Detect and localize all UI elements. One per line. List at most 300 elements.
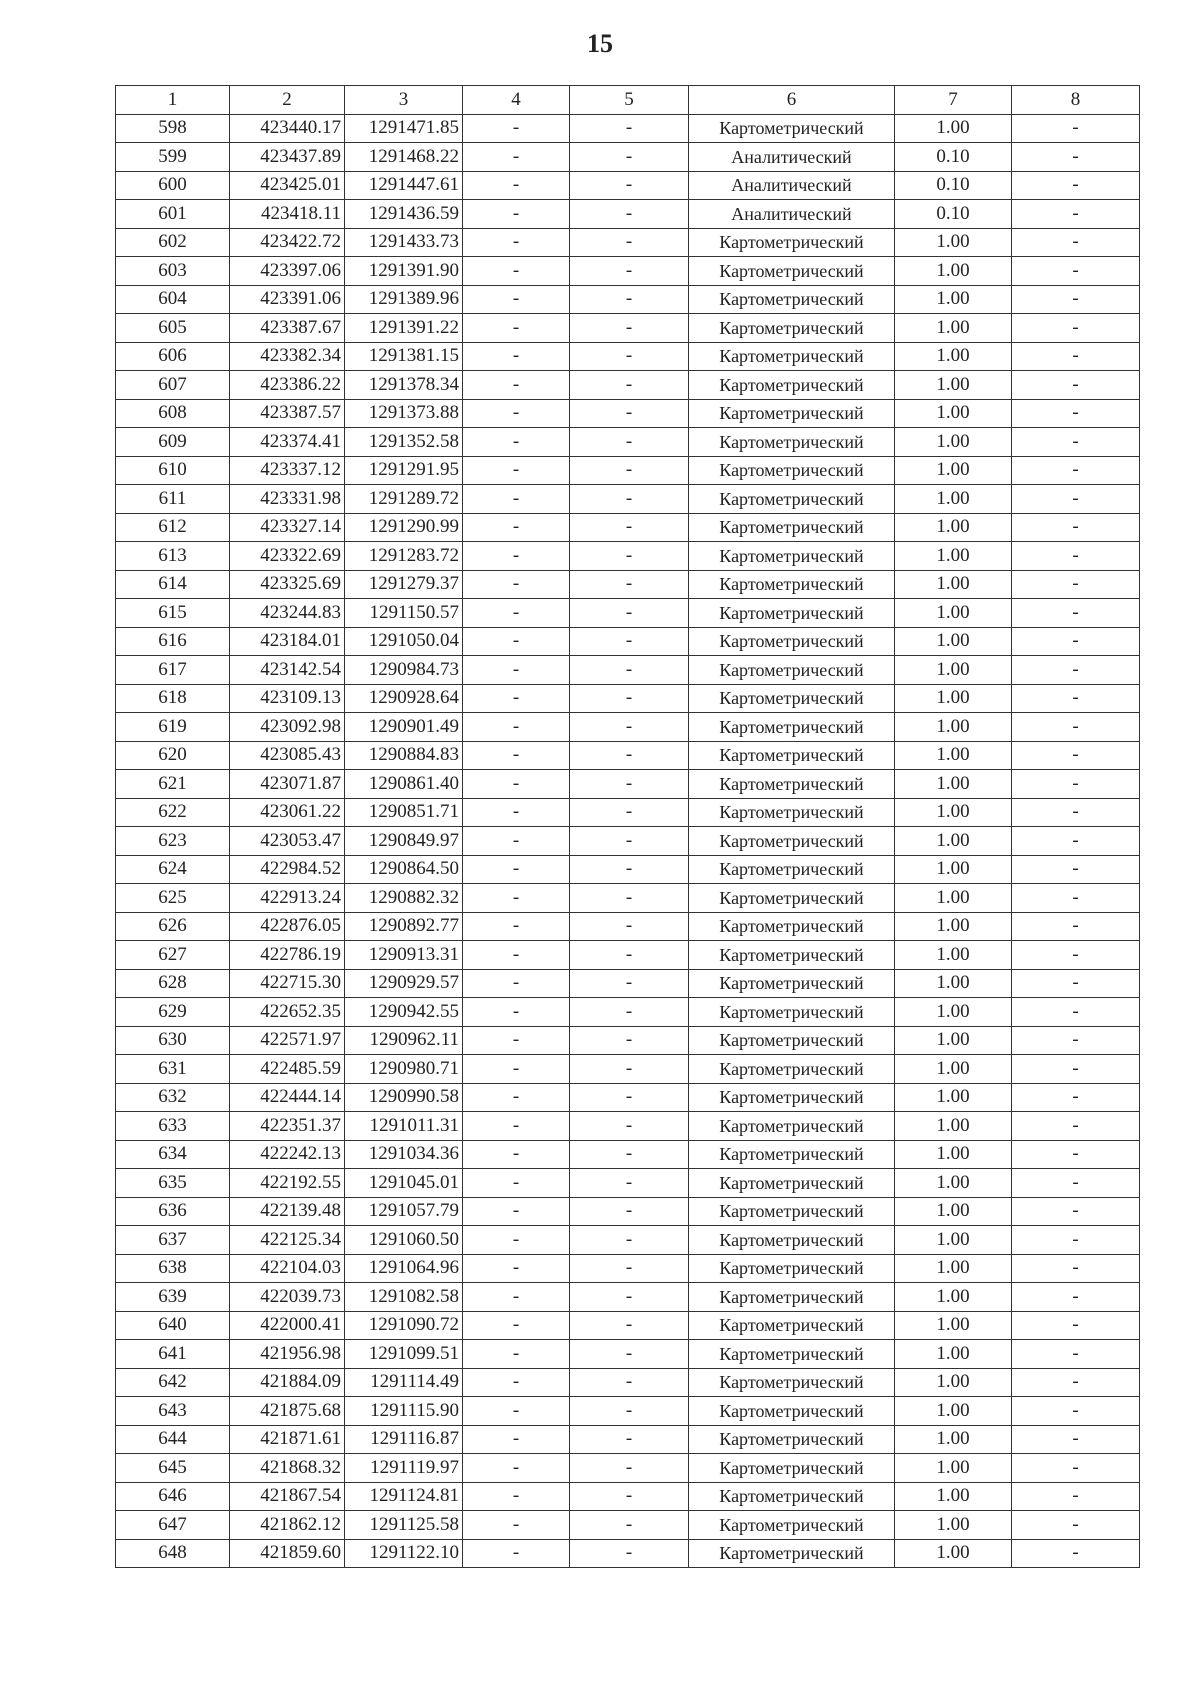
col-8-cell: - — [1012, 428, 1140, 457]
coord-x-cell: 421859.60 — [230, 1539, 345, 1568]
coord-x-cell: 421871.61 — [230, 1425, 345, 1454]
col-5-cell: - — [570, 1397, 689, 1426]
accuracy-cell: 1.00 — [895, 969, 1012, 998]
col-8-cell: - — [1012, 1026, 1140, 1055]
col-8-cell: - — [1012, 1226, 1140, 1255]
table-row — [116, 941, 1140, 970]
coord-x-cell: 423085.43 — [230, 741, 345, 770]
col-8-cell: - — [1012, 1425, 1140, 1454]
col-4-cell: - — [463, 969, 570, 998]
coord-x-cell: 422139.48 — [230, 1197, 345, 1226]
coord-x-cell: 423387.67 — [230, 314, 345, 343]
col-4-cell: - — [463, 542, 570, 571]
col-8-cell: - — [1012, 1511, 1140, 1540]
coord-y-cell: 1290901.49 — [345, 713, 463, 742]
table-row — [116, 741, 1140, 770]
table-row — [116, 627, 1140, 656]
col-5-cell: - — [570, 371, 689, 400]
accuracy-cell: 1.00 — [895, 1311, 1012, 1340]
point-number-cell: 621 — [116, 770, 230, 799]
table-row — [116, 1482, 1140, 1511]
col-5-cell: - — [570, 1055, 689, 1084]
col-8-cell: - — [1012, 513, 1140, 542]
col-4-cell: - — [463, 684, 570, 713]
accuracy-cell: 1.00 — [895, 1254, 1012, 1283]
col-8-cell: - — [1012, 114, 1140, 143]
coord-y-cell: 1291034.36 — [345, 1140, 463, 1169]
page-number: 15 — [587, 29, 613, 58]
col-5-cell: - — [570, 285, 689, 314]
col-4-cell: - — [463, 1197, 570, 1226]
coord-x-cell: 423386.22 — [230, 371, 345, 400]
method-cell: Картометрический — [689, 1425, 895, 1454]
col-8-cell: - — [1012, 656, 1140, 685]
coord-y-cell: 1291119.97 — [345, 1454, 463, 1483]
method-cell: Картометрический — [689, 1226, 895, 1255]
accuracy-cell: 1.00 — [895, 228, 1012, 257]
point-number-cell: 613 — [116, 542, 230, 571]
coord-x-cell: 423142.54 — [230, 656, 345, 685]
col-5-cell: - — [570, 684, 689, 713]
col-4-cell: - — [463, 855, 570, 884]
col-8-cell: - — [1012, 456, 1140, 485]
col-4-cell: - — [463, 1169, 570, 1198]
method-cell: Картометрический — [689, 1539, 895, 1568]
col-4-cell: - — [463, 1283, 570, 1312]
col-5-cell: - — [570, 428, 689, 457]
col-5-cell: - — [570, 713, 689, 742]
table-row — [116, 428, 1140, 457]
col-4-cell: - — [463, 656, 570, 685]
col-4-cell: - — [463, 513, 570, 542]
coord-y-cell: 1290962.11 — [345, 1026, 463, 1055]
point-number-cell: 615 — [116, 599, 230, 628]
col-8-cell: - — [1012, 1539, 1140, 1568]
method-cell: Аналитический — [689, 171, 895, 200]
accuracy-cell: 1.00 — [895, 1340, 1012, 1369]
col-4-cell: - — [463, 428, 570, 457]
coord-y-cell: 1291436.59 — [345, 200, 463, 229]
col-5-cell: - — [570, 399, 689, 428]
col-8-cell: - — [1012, 1140, 1140, 1169]
col-5-cell: - — [570, 200, 689, 229]
col-8-cell: - — [1012, 285, 1140, 314]
col-4-cell: - — [463, 371, 570, 400]
table-row — [116, 1169, 1140, 1198]
table-row — [116, 1254, 1140, 1283]
col-8-cell: - — [1012, 627, 1140, 656]
col-8-cell: - — [1012, 257, 1140, 286]
col-8-cell: - — [1012, 371, 1140, 400]
accuracy-cell: 1.00 — [895, 770, 1012, 799]
col-5-cell: - — [570, 599, 689, 628]
method-cell: Картометрический — [689, 285, 895, 314]
column-header-1: 1 — [116, 86, 230, 115]
table-row — [116, 399, 1140, 428]
col-8-cell: - — [1012, 770, 1140, 799]
table-row — [116, 513, 1140, 542]
col-5-cell: - — [570, 542, 689, 571]
coord-x-cell: 423425.01 — [230, 171, 345, 200]
col-4-cell: - — [463, 399, 570, 428]
col-4-cell: - — [463, 1368, 570, 1397]
method-cell: Картометрический — [689, 1311, 895, 1340]
coord-x-cell: 422104.03 — [230, 1254, 345, 1283]
point-number-cell: 644 — [116, 1425, 230, 1454]
accuracy-cell: 1.00 — [895, 485, 1012, 514]
table-row — [116, 969, 1140, 998]
column-header-8: 8 — [1012, 86, 1140, 115]
accuracy-cell: 1.00 — [895, 456, 1012, 485]
table-row — [116, 998, 1140, 1027]
accuracy-cell: 1.00 — [895, 741, 1012, 770]
col-5-cell: - — [570, 1482, 689, 1511]
point-number-cell: 611 — [116, 485, 230, 514]
accuracy-cell: 1.00 — [895, 542, 1012, 571]
method-cell: Картометрический — [689, 713, 895, 742]
column-header-6: 6 — [689, 86, 895, 115]
col-5-cell: - — [570, 342, 689, 371]
coord-x-cell: 423109.13 — [230, 684, 345, 713]
coord-x-cell: 422351.37 — [230, 1112, 345, 1141]
accuracy-cell: 1.00 — [895, 1083, 1012, 1112]
coord-x-cell: 422984.52 — [230, 855, 345, 884]
coord-y-cell: 1291064.96 — [345, 1254, 463, 1283]
coord-x-cell: 422652.35 — [230, 998, 345, 1027]
accuracy-cell: 1.00 — [895, 884, 1012, 913]
col-5-cell: - — [570, 485, 689, 514]
accuracy-cell: 1.00 — [895, 1197, 1012, 1226]
accuracy-cell: 1.00 — [895, 1169, 1012, 1198]
coord-y-cell: 1291099.51 — [345, 1340, 463, 1369]
coord-y-cell: 1291122.10 — [345, 1539, 463, 1568]
point-number-cell: 623 — [116, 827, 230, 856]
col-4-cell: - — [463, 741, 570, 770]
col-8-cell: - — [1012, 1197, 1140, 1226]
col-4-cell: - — [463, 1397, 570, 1426]
coord-y-cell: 1291291.95 — [345, 456, 463, 485]
accuracy-cell: 1.00 — [895, 285, 1012, 314]
col-5-cell: - — [570, 143, 689, 172]
col-8-cell: - — [1012, 1283, 1140, 1312]
col-5-cell: - — [570, 114, 689, 143]
coord-x-cell: 423374.41 — [230, 428, 345, 457]
point-number-cell: 637 — [116, 1226, 230, 1255]
col-8-cell: - — [1012, 1112, 1140, 1141]
col-5-cell: - — [570, 912, 689, 941]
coord-y-cell: 1291381.15 — [345, 342, 463, 371]
col-8-cell: - — [1012, 1482, 1140, 1511]
col-8-cell: - — [1012, 941, 1140, 970]
table-row — [116, 599, 1140, 628]
coord-x-cell: 423327.14 — [230, 513, 345, 542]
method-cell: Картометрический — [689, 1340, 895, 1369]
table-row — [116, 884, 1140, 913]
col-5-cell: - — [570, 228, 689, 257]
coord-x-cell: 423244.83 — [230, 599, 345, 628]
table-row — [116, 1283, 1140, 1312]
col-5-cell: - — [570, 741, 689, 770]
col-8-cell: - — [1012, 399, 1140, 428]
coord-y-cell: 1290861.40 — [345, 770, 463, 799]
col-4-cell: - — [463, 200, 570, 229]
col-5-cell: - — [570, 656, 689, 685]
table-row — [116, 143, 1140, 172]
method-cell: Картометрический — [689, 542, 895, 571]
method-cell: Картометрический — [689, 1083, 895, 1112]
col-8-cell: - — [1012, 200, 1140, 229]
accuracy-cell: 1.00 — [895, 570, 1012, 599]
coord-x-cell: 422715.30 — [230, 969, 345, 998]
point-number-cell: 622 — [116, 798, 230, 827]
coord-x-cell: 422485.59 — [230, 1055, 345, 1084]
point-number-cell: 605 — [116, 314, 230, 343]
method-cell: Картометрический — [689, 371, 895, 400]
col-4-cell: - — [463, 941, 570, 970]
col-5-cell: - — [570, 1311, 689, 1340]
method-cell: Картометрический — [689, 485, 895, 514]
coord-x-cell: 423397.06 — [230, 257, 345, 286]
coord-x-cell: 423391.06 — [230, 285, 345, 314]
method-cell: Картометрический — [689, 855, 895, 884]
col-5-cell: - — [570, 513, 689, 542]
coord-x-cell: 422039.73 — [230, 1283, 345, 1312]
accuracy-cell: 1.00 — [895, 1026, 1012, 1055]
col-8-cell: - — [1012, 1055, 1140, 1084]
coord-x-cell: 423422.72 — [230, 228, 345, 257]
col-8-cell: - — [1012, 827, 1140, 856]
col-4-cell: - — [463, 798, 570, 827]
point-number-cell: 643 — [116, 1397, 230, 1426]
method-cell: Картометрический — [689, 456, 895, 485]
col-8-cell: - — [1012, 713, 1140, 742]
method-cell: Картометрический — [689, 1368, 895, 1397]
table-row — [116, 684, 1140, 713]
point-number-cell: 601 — [116, 200, 230, 229]
coord-x-cell: 422876.05 — [230, 912, 345, 941]
table-row — [116, 1340, 1140, 1369]
table-header-row — [116, 86, 1140, 115]
col-5-cell: - — [570, 855, 689, 884]
coord-y-cell: 1290990.58 — [345, 1083, 463, 1112]
coord-y-cell: 1291124.81 — [345, 1482, 463, 1511]
col-5-cell: - — [570, 257, 689, 286]
method-cell: Картометрический — [689, 114, 895, 143]
accuracy-cell: 1.00 — [895, 399, 1012, 428]
accuracy-cell: 1.00 — [895, 1425, 1012, 1454]
coord-y-cell: 1290892.77 — [345, 912, 463, 941]
coordinates-table — [115, 85, 1140, 1568]
col-4-cell: - — [463, 171, 570, 200]
coord-x-cell: 422125.34 — [230, 1226, 345, 1255]
col-8-cell: - — [1012, 912, 1140, 941]
table-row — [116, 257, 1140, 286]
coord-y-cell: 1291468.22 — [345, 143, 463, 172]
table-row — [116, 1368, 1140, 1397]
col-4-cell: - — [463, 143, 570, 172]
point-number-cell: 646 — [116, 1482, 230, 1511]
col-5-cell: - — [570, 1140, 689, 1169]
point-number-cell: 618 — [116, 684, 230, 713]
accuracy-cell: 1.00 — [895, 713, 1012, 742]
coord-y-cell: 1291150.57 — [345, 599, 463, 628]
col-8-cell: - — [1012, 1397, 1140, 1426]
table-row — [116, 770, 1140, 799]
col-8-cell: - — [1012, 855, 1140, 884]
table-row — [116, 114, 1140, 143]
col-8-cell: - — [1012, 542, 1140, 571]
point-number-cell: 603 — [116, 257, 230, 286]
coord-y-cell: 1291114.49 — [345, 1368, 463, 1397]
accuracy-cell: 0.10 — [895, 200, 1012, 229]
coord-x-cell: 421875.68 — [230, 1397, 345, 1426]
point-number-cell: 633 — [116, 1112, 230, 1141]
accuracy-cell: 1.00 — [895, 114, 1012, 143]
table-row — [116, 371, 1140, 400]
col-4-cell: - — [463, 285, 570, 314]
col-8-cell: - — [1012, 1169, 1140, 1198]
coord-y-cell: 1291116.87 — [345, 1425, 463, 1454]
table-row — [116, 285, 1140, 314]
table-row — [116, 200, 1140, 229]
table-row — [116, 171, 1140, 200]
accuracy-cell: 1.00 — [895, 998, 1012, 1027]
coord-x-cell: 422913.24 — [230, 884, 345, 913]
col-4-cell: - — [463, 1340, 570, 1369]
point-number-cell: 635 — [116, 1169, 230, 1198]
point-number-cell: 632 — [116, 1083, 230, 1112]
coord-y-cell: 1291391.90 — [345, 257, 463, 286]
accuracy-cell: 1.00 — [895, 798, 1012, 827]
col-5-cell: - — [570, 570, 689, 599]
point-number-cell: 617 — [116, 656, 230, 685]
point-number-cell: 634 — [116, 1140, 230, 1169]
coord-x-cell: 422571.97 — [230, 1026, 345, 1055]
accuracy-cell: 1.00 — [895, 371, 1012, 400]
method-cell: Картометрический — [689, 1511, 895, 1540]
col-4-cell: - — [463, 912, 570, 941]
coord-x-cell: 423387.57 — [230, 399, 345, 428]
method-cell: Картометрический — [689, 741, 895, 770]
col-4-cell: - — [463, 1482, 570, 1511]
coord-y-cell: 1291433.73 — [345, 228, 463, 257]
method-cell: Картометрический — [689, 314, 895, 343]
point-number-cell: 612 — [116, 513, 230, 542]
col-8-cell: - — [1012, 1311, 1140, 1340]
coord-y-cell: 1290980.71 — [345, 1055, 463, 1084]
accuracy-cell: 1.00 — [895, 1482, 1012, 1511]
accuracy-cell: 1.00 — [895, 1539, 1012, 1568]
method-cell: Аналитический — [689, 143, 895, 172]
method-cell: Картометрический — [689, 1482, 895, 1511]
table-row — [116, 1197, 1140, 1226]
col-4-cell: - — [463, 1454, 570, 1483]
col-4-cell: - — [463, 1539, 570, 1568]
point-number-cell: 609 — [116, 428, 230, 457]
col-4-cell: - — [463, 827, 570, 856]
col-8-cell: - — [1012, 969, 1140, 998]
col-8-cell: - — [1012, 884, 1140, 913]
column-header-5: 5 — [570, 86, 689, 115]
col-5-cell: - — [570, 1169, 689, 1198]
point-number-cell: 600 — [116, 171, 230, 200]
coord-x-cell: 422242.13 — [230, 1140, 345, 1169]
method-cell: Картометрический — [689, 1254, 895, 1283]
point-number-cell: 627 — [116, 941, 230, 970]
point-number-cell: 642 — [116, 1368, 230, 1397]
table-row — [116, 1397, 1140, 1426]
method-cell: Картометрический — [689, 1454, 895, 1483]
table-row — [116, 1055, 1140, 1084]
col-5-cell: - — [570, 1226, 689, 1255]
accuracy-cell: 1.00 — [895, 1226, 1012, 1255]
col-4-cell: - — [463, 1026, 570, 1055]
coord-x-cell: 423053.47 — [230, 827, 345, 856]
method-cell: Картометрический — [689, 1140, 895, 1169]
point-number-cell: 619 — [116, 713, 230, 742]
col-4-cell: - — [463, 1112, 570, 1141]
point-number-cell: 645 — [116, 1454, 230, 1483]
method-cell: Картометрический — [689, 998, 895, 1027]
point-number-cell: 604 — [116, 285, 230, 314]
col-5-cell: - — [570, 1511, 689, 1540]
accuracy-cell: 1.00 — [895, 656, 1012, 685]
point-number-cell: 641 — [116, 1340, 230, 1369]
coord-x-cell: 422000.41 — [230, 1311, 345, 1340]
col-8-cell: - — [1012, 1340, 1140, 1369]
col-8-cell: - — [1012, 998, 1140, 1027]
method-cell: Картометрический — [689, 969, 895, 998]
accuracy-cell: 1.00 — [895, 342, 1012, 371]
method-cell: Картометрический — [689, 1169, 895, 1198]
col-8-cell: - — [1012, 228, 1140, 257]
col-4-cell: - — [463, 1083, 570, 1112]
table-row — [116, 855, 1140, 884]
method-cell: Картометрический — [689, 656, 895, 685]
column-header-4: 4 — [463, 86, 570, 115]
col-8-cell: - — [1012, 570, 1140, 599]
table-row — [116, 485, 1140, 514]
column-header-7: 7 — [895, 86, 1012, 115]
method-cell: Картометрический — [689, 798, 895, 827]
accuracy-cell: 1.00 — [895, 627, 1012, 656]
accuracy-cell: 1.00 — [895, 428, 1012, 457]
point-number-cell: 620 — [116, 741, 230, 770]
col-5-cell: - — [570, 627, 689, 656]
col-8-cell: - — [1012, 1454, 1140, 1483]
col-4-cell: - — [463, 114, 570, 143]
method-cell: Картометрический — [689, 599, 895, 628]
point-number-cell: 610 — [116, 456, 230, 485]
coord-x-cell: 421884.09 — [230, 1368, 345, 1397]
method-cell: Картометрический — [689, 428, 895, 457]
accuracy-cell: 1.00 — [895, 1397, 1012, 1426]
point-number-cell: 599 — [116, 143, 230, 172]
method-cell: Картометрический — [689, 1055, 895, 1084]
col-5-cell: - — [570, 827, 689, 856]
point-number-cell: 614 — [116, 570, 230, 599]
accuracy-cell: 1.00 — [895, 827, 1012, 856]
point-number-cell: 608 — [116, 399, 230, 428]
coord-x-cell: 423437.89 — [230, 143, 345, 172]
coord-x-cell: 421956.98 — [230, 1340, 345, 1369]
accuracy-cell: 1.00 — [895, 1112, 1012, 1141]
coord-y-cell: 1291011.31 — [345, 1112, 463, 1141]
coord-x-cell: 423331.98 — [230, 485, 345, 514]
col-4-cell: - — [463, 314, 570, 343]
method-cell: Картометрический — [689, 1197, 895, 1226]
method-cell: Картометрический — [689, 941, 895, 970]
